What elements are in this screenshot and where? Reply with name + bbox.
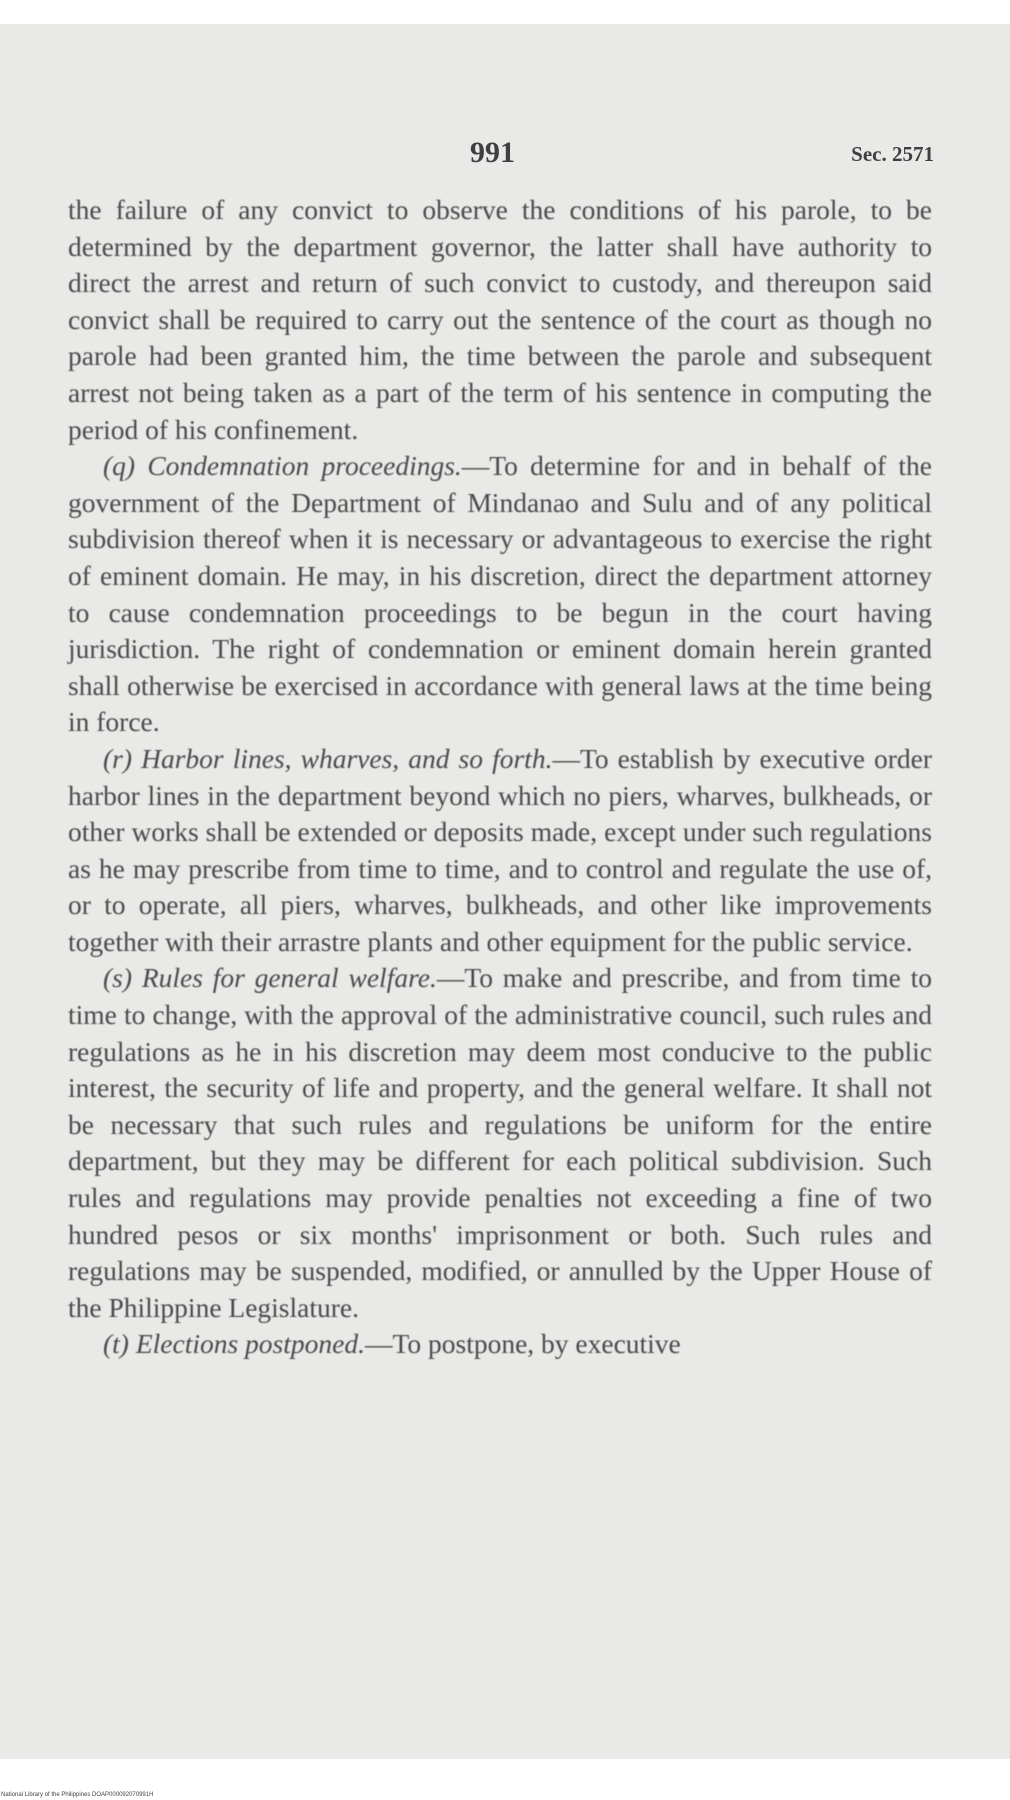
paragraph-letter: (t) xyxy=(103,1328,129,1360)
paragraph-heading: Condemnation proceedings. xyxy=(147,450,462,482)
page-number: 991 xyxy=(470,136,515,169)
paragraph-text: —To make and prescribe, and from time to time to change, with the approval of the administrative council, such rules and regulations as he in his discretion may deem most conducive to the public interest, the security of life and property, and the general welfare. It shall not be necessary that such rules and regulations be uniform for the entire department, but they may be different for each political subdivision. Such rules and regulations may provide penalties not exceeding a fine of two hundred pesos or six months' imprisonment or both. Such rules and regulations may be suspended, modified, or annulled by the Upper House of the Philippine Legislature. xyxy=(68,962,933,1323)
paragraph-heading: Rules for general welfare. xyxy=(141,962,437,994)
paragraph-letter: (s) xyxy=(103,962,133,994)
paragraph-text: —To establish by executive order harbor lines in the department beyond which no piers, wharves, bulkheads, or other works shall be extended or deposits made, except under such regulations as he may prescribe from time to time, and to control and regulate the use of, or to operate, all piers, wharves, bulkheads, and other like improvements together with their arrastre plants and other equipment for the public service. xyxy=(68,742,933,957)
paragraph-continued xyxy=(68,192,932,448)
paragraph-s-general-welfare xyxy=(68,960,932,1326)
paragraph-r-harbor-lines xyxy=(68,741,932,961)
running-header xyxy=(0,136,1010,172)
paragraph-text: the failure of any convict to observe the conditions of his parole, to be determined by the department governor, the latter shall have authority to direct the arrest and return of such convict to custody, and thereupon said convict shall be required to carry out the sentence of the court as though no parole had been granted him, the time between the parole and subsequent arrest not being taken as a part of the term of his sentence in computing the period of his confinement. xyxy=(68,194,932,445)
paragraph-q-condemnation xyxy=(68,448,932,741)
body-text xyxy=(68,192,932,1363)
scanned-page xyxy=(0,24,1010,1759)
paragraph-letter: (q) xyxy=(103,450,136,482)
footer-credit: National Library of the Philippines DOAP000092070991H xyxy=(1,1792,154,1798)
paragraph-text: —To determine for and in behalf of the government of the Department of Mindanao and Sulu and of any political subdivision thereof when it is necessary or advantageous to exercise the right of eminent domain. He may, in his discretion, direct the department attorney to cause condemnation proceedings to be begun in the court having jurisdiction. The right of condemnation or eminent domain herein granted shall otherwise be exercised in accordance with general laws at the time being in force. xyxy=(68,450,932,738)
paragraph-letter: (r) xyxy=(103,742,133,774)
paragraph-text: —To postpone, by executive xyxy=(364,1328,681,1360)
paragraph-heading: Elections postponed. xyxy=(135,1328,365,1360)
section-reference: Sec. 2571 xyxy=(851,142,934,166)
paragraph-t-elections xyxy=(68,1326,932,1363)
paragraph-heading: Harbor lines, wharves, and so forth. xyxy=(141,742,553,774)
